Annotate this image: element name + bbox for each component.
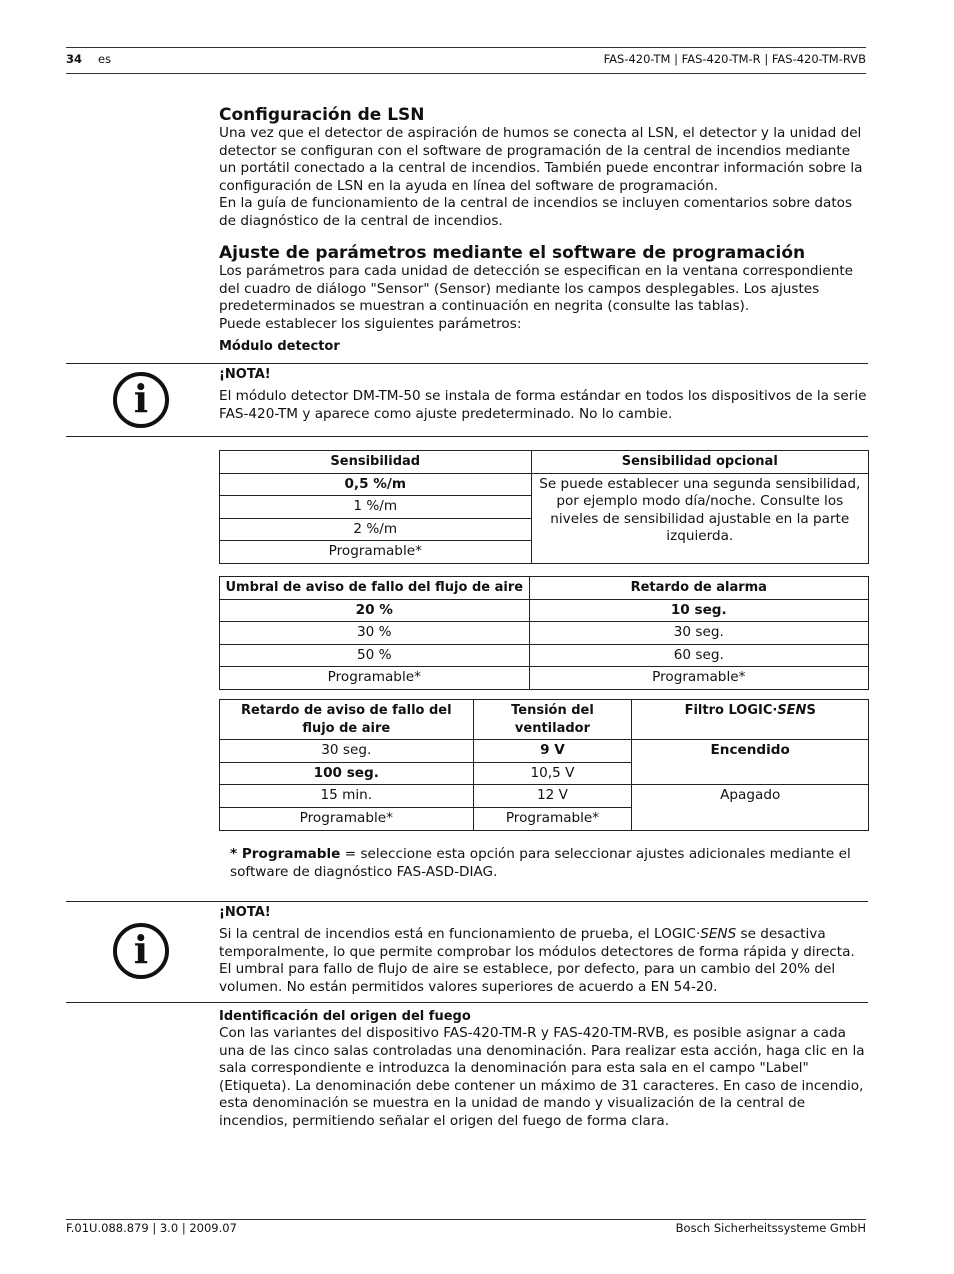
footnote-programable bbox=[230, 846, 860, 881]
info-icon: i bbox=[113, 372, 169, 428]
table-cell: 10,5 V bbox=[473, 762, 632, 785]
table-cell: 60 seg. bbox=[529, 644, 868, 667]
table-header-filter: Filtro LOGIC·SENS bbox=[632, 700, 869, 740]
airflow-threshold-table bbox=[219, 576, 869, 690]
table-cell: 30 seg. bbox=[529, 622, 868, 645]
note-1-title: ¡NOTA! bbox=[219, 367, 271, 382]
table-cell: Programable* bbox=[220, 807, 474, 830]
page-footer bbox=[66, 1221, 866, 1235]
table-cell: Programable* bbox=[529, 667, 868, 690]
lsn-paragraph-2: En la guía de funcionamiento de la central de incendios se incluyen comentarios sobre datos de diagnóstico de la central de incendios. bbox=[219, 195, 853, 229]
note-box-2 bbox=[66, 901, 868, 1003]
sensitivity-table bbox=[219, 450, 869, 564]
table-cell: 1 %/m bbox=[220, 496, 532, 519]
document-id: F.01U.088.879 | 3.0 | 2009.07 bbox=[66, 1221, 237, 1235]
filter-on-cell: Encendido bbox=[632, 740, 869, 785]
table-cell: 30 % bbox=[220, 622, 530, 645]
table-cell: Programable* bbox=[473, 807, 632, 830]
filter-off-cell: Apagado bbox=[632, 785, 869, 830]
table-cell: 10 seg. bbox=[529, 599, 868, 622]
table-cell: 100 seg. bbox=[220, 762, 474, 785]
header-rule-bottom bbox=[66, 73, 866, 74]
fan-filter-table bbox=[219, 699, 869, 831]
table-cell: Programable* bbox=[220, 667, 530, 690]
page-header bbox=[66, 52, 866, 66]
note-1-text: El módulo detector DM-TM-50 se instala de forma estándar en todos los dispositivos de la serie FAS-420-TM y aparece como ajuste predeterminado. No lo cambie. bbox=[219, 388, 867, 422]
parameters-paragraph-1: Los parámetros para cada unidad de detección se especifican en la ventana correspondiente del cuadro de diálogo "Sensor" (Sensor) mediante los campos desplegables. Los ajustes predeterminados se muestran a continuación en negrita (consulte las tablas). bbox=[219, 263, 854, 315]
header-rule-top bbox=[66, 47, 866, 48]
section-title-parameters: Ajuste de parámetros mediante el software de programación bbox=[219, 243, 806, 263]
fire-origin-paragraph: Con las variantes del dispositivo FAS-420-TM-R y FAS-420-TM-RVB, es posible asignar a cada una de las cinco salas controladas una denominación. Para realizar esta acción, haga clic en la sala correspondiente e introduzca la denominación para esta sala en el campo "Label" (Etiqueta). La denominación debe contener un máximo de 31 caracteres. En caso de incendio, esta denominación se muestra en la unidad de mando y visualización de la central de incendios, permitiendo señalar el origen del fuego de forma clara. bbox=[219, 1025, 865, 1129]
company-name: Bosch Sicherheitssysteme GmbH bbox=[675, 1221, 866, 1235]
parameters-paragraph-2: Puede establecer los siguientes parámetros: bbox=[219, 315, 522, 332]
table-cell: 2 %/m bbox=[220, 518, 532, 541]
table-cell: 30 seg. bbox=[220, 740, 474, 763]
footnote-label: * Programable bbox=[230, 846, 341, 862]
page-number: 34 bbox=[66, 52, 83, 66]
section-lsn-config bbox=[219, 105, 869, 231]
note-box-1 bbox=[66, 363, 868, 437]
table-cell: 20 % bbox=[220, 599, 530, 622]
table-header: Sensibilidad bbox=[220, 451, 532, 474]
table-cell: 12 V bbox=[473, 785, 632, 808]
table-cell: Programable* bbox=[220, 541, 532, 564]
lsn-paragraph-1: Una vez que el detector de aspiración de humos se conecta al LSN, el detector y la unidad del detector se configuran con el software de programación de la central de incendios mediante un portátil conectado a la central de incendios. También puede encontrar información sobre la configuración de LSN en la ayuda en línea del software de programación. bbox=[219, 125, 863, 194]
note-2-text: Si la central de incendios está en funcionamiento de prueba, el LOGIC·SENS se desactiva temporalmente, lo que permite comprobar los módulos detectores de forma rápida y directa. El umbral para fallo de flujo de aire se establece, por defecto, para un cambio del 20% del volumen. No están permitidos valores superiores de acuerdo a EN 54-20. bbox=[219, 926, 855, 995]
note-2-title: ¡NOTA! bbox=[219, 905, 271, 920]
table-header: Retardo de alarma bbox=[529, 577, 868, 600]
table-header: Retardo de aviso de fallo del flujo de aire bbox=[220, 700, 474, 740]
section-title-lsn: Configuración de LSN bbox=[219, 105, 425, 125]
table-header: Tensión del ventilador bbox=[473, 700, 632, 740]
table-header: Umbral de aviso de fallo del flujo de aire bbox=[220, 577, 530, 600]
table-cell: 9 V bbox=[473, 740, 632, 763]
product-names: FAS-420-TM | FAS-420-TM-R | FAS-420-TM-RVB bbox=[603, 52, 866, 66]
section-parameters bbox=[219, 243, 869, 355]
footer-rule bbox=[66, 1219, 866, 1220]
optional-sensitivity-note: Se puede establecer una segunda sensibilidad, por ejemplo modo día/noche. Consulte los niveles de sensibilidad ajustable en la parte izquierda. bbox=[531, 473, 868, 563]
table-cell: 15 min. bbox=[220, 785, 474, 808]
language-code: es bbox=[98, 52, 112, 66]
table-cell: 50 % bbox=[220, 644, 530, 667]
subheading-fire-origin: Identificación del origen del fuego bbox=[219, 1009, 471, 1024]
table-header: Sensibilidad opcional bbox=[531, 451, 868, 474]
info-icon: i bbox=[113, 923, 169, 979]
subheading-detector-module: Módulo detector bbox=[219, 339, 340, 355]
footnote-text: = seleccione esta opción para seleccionar ajustes adicionales mediante el software de diagnóstico FAS-ASD-DIAG. bbox=[230, 846, 851, 880]
table-cell: 0,5 %/m bbox=[220, 473, 532, 496]
section-fire-origin bbox=[219, 1009, 869, 1131]
